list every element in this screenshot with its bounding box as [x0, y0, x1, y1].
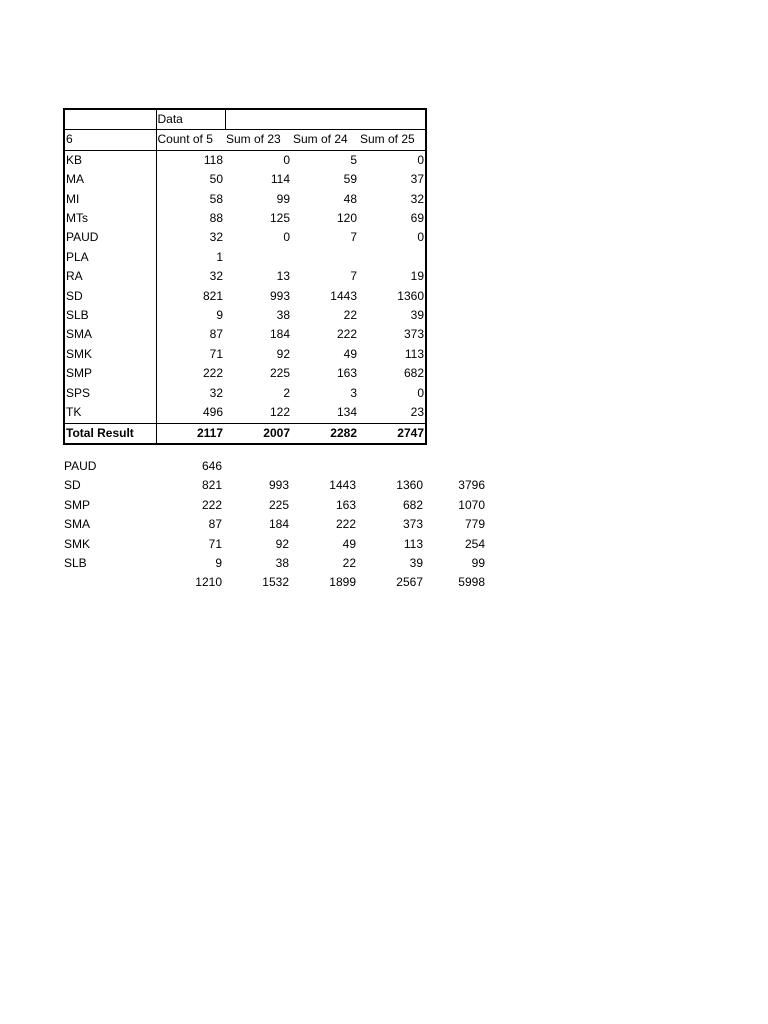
summary-value-cell[interactable]: 184: [268, 517, 289, 532]
value-cell[interactable]: 113: [359, 345, 426, 364]
row-label-cell[interactable]: MA: [64, 170, 156, 189]
value-cell[interactable]: 19: [359, 267, 426, 286]
summary-row: [63, 476, 487, 495]
value-cell[interactable]: 32: [209, 230, 223, 245]
summary-value-cell[interactable]: 38: [275, 556, 289, 571]
summary-value-cell[interactable]: 646: [201, 459, 222, 473]
summary-value-cell[interactable]: 99: [471, 556, 485, 571]
table-row: [64, 209, 426, 228]
value-cell[interactable]: 32: [209, 385, 223, 400]
table-row: [64, 325, 426, 344]
summary-value-cell[interactable]: [425, 457, 487, 476]
value-cell[interactable]: [292, 248, 359, 267]
table-row: [64, 364, 426, 383]
row-label-cell[interactable]: PLA: [64, 248, 156, 267]
summary-label-cell[interactable]: SLB: [64, 556, 87, 571]
value-cell[interactable]: 1360: [359, 287, 426, 306]
summary-row: [63, 535, 487, 554]
column-header[interactable]: Sum of 23: [225, 130, 292, 150]
summary-value-cell[interactable]: 113: [403, 536, 423, 551]
summary-label-cell[interactable]: SMA: [64, 517, 91, 532]
row-label-cell[interactable]: SMK: [64, 345, 156, 364]
value-cell[interactable]: 125: [269, 211, 290, 226]
summary-value-cell[interactable]: 1360: [396, 478, 423, 493]
value-cell[interactable]: 48: [343, 191, 357, 206]
value-cell[interactable]: 821: [202, 288, 223, 303]
pivot-empty-cell[interactable]: [225, 109, 292, 130]
value-cell[interactable]: 163: [336, 366, 357, 381]
value-cell[interactable]: 0: [359, 384, 426, 403]
value-cell[interactable]: 50: [209, 172, 223, 187]
value-cell[interactable]: [359, 248, 426, 267]
value-cell[interactable]: 99: [276, 191, 290, 206]
summary-label-cell[interactable]: SMP: [64, 497, 91, 512]
summary-value-cell[interactable]: 71: [208, 536, 222, 551]
summary-value-cell[interactable]: 92: [275, 536, 289, 551]
table-row: [64, 228, 426, 247]
value-cell[interactable]: 88: [209, 211, 223, 226]
total-value-cell[interactable]: 2747: [359, 423, 426, 444]
value-cell[interactable]: 7: [350, 269, 357, 284]
value-cell[interactable]: 69: [359, 209, 426, 228]
value-cell[interactable]: 134: [336, 405, 357, 420]
summary-value-cell[interactable]: 39: [409, 556, 423, 571]
row-label-cell[interactable]: MTs: [64, 209, 156, 228]
row-label-cell[interactable]: SMP: [64, 364, 156, 383]
row-label-cell[interactable]: SPS: [64, 384, 156, 403]
summary-value-cell[interactable]: 1532: [262, 575, 289, 590]
summary-value-cell[interactable]: [291, 457, 358, 476]
summary-label-cell[interactable]: PAUD: [64, 459, 97, 473]
summary-value-cell[interactable]: 373: [402, 517, 423, 532]
summary-value-cell[interactable]: 1899: [329, 575, 356, 590]
summary-row: [63, 515, 487, 534]
value-cell[interactable]: 5: [350, 152, 357, 167]
value-cell[interactable]: 122: [269, 405, 290, 420]
value-cell[interactable]: 38: [276, 308, 290, 323]
total-value-cell[interactable]: 2282: [292, 423, 359, 444]
value-cell[interactable]: [225, 248, 292, 267]
value-cell[interactable]: 13: [276, 269, 290, 284]
summary-value-cell[interactable]: 87: [208, 517, 222, 532]
pivot-data-header[interactable]: Data: [156, 109, 225, 130]
summary-value-cell[interactable]: 2567: [396, 575, 423, 590]
value-cell[interactable]: 222: [202, 366, 223, 381]
value-cell[interactable]: 373: [359, 325, 426, 344]
value-cell[interactable]: 9: [216, 308, 223, 323]
value-cell[interactable]: 682: [359, 364, 426, 383]
summary-value-cell[interactable]: 163: [335, 497, 356, 512]
column-header[interactable]: Count of 5: [156, 130, 225, 150]
row-label-cell[interactable]: RA: [64, 267, 156, 286]
value-cell[interactable]: 22: [343, 308, 357, 323]
summary-value-cell[interactable]: 779: [464, 517, 485, 532]
value-cell[interactable]: 32: [359, 190, 426, 209]
table-row: [64, 267, 426, 286]
pivot-table: [63, 108, 427, 445]
pivot-empty-cell[interactable]: [359, 109, 426, 130]
summary-value-cell[interactable]: [224, 457, 291, 476]
value-cell[interactable]: 184: [269, 327, 290, 342]
row-label-cell[interactable]: SD: [64, 287, 156, 306]
total-value-cell[interactable]: 2117: [156, 423, 225, 444]
table-row: [64, 170, 426, 189]
summary-label-cell[interactable]: [63, 573, 155, 592]
value-cell[interactable]: 3: [350, 385, 357, 400]
summary-value-cell[interactable]: 3796: [458, 478, 485, 493]
value-cell[interactable]: 120: [336, 211, 357, 226]
table-row: [64, 345, 426, 364]
summary-value-cell[interactable]: 1210: [195, 575, 222, 590]
value-cell[interactable]: 1443: [330, 288, 357, 303]
value-cell[interactable]: 59: [343, 172, 357, 187]
value-cell[interactable]: 23: [359, 403, 426, 423]
row-label-cell[interactable]: SMA: [64, 325, 156, 344]
value-cell[interactable]: 496: [202, 405, 223, 420]
summary-value-cell[interactable]: 821: [201, 478, 222, 493]
row-label-cell[interactable]: TK: [64, 403, 156, 423]
summary-value-cell[interactable]: 9: [215, 556, 222, 571]
summary-value-cell[interactable]: 993: [268, 478, 289, 493]
summary-value-cell[interactable]: 1070: [458, 497, 485, 512]
summary-row: [63, 554, 487, 573]
value-cell[interactable]: 225: [269, 366, 290, 381]
table-row: [64, 306, 426, 325]
value-cell[interactable]: 993: [269, 288, 290, 303]
summary-label-cell[interactable]: SD: [64, 478, 81, 493]
table-row: [64, 287, 426, 306]
value-cell[interactable]: 71: [209, 346, 223, 361]
table-row: [64, 248, 426, 267]
pivot-row-field[interactable]: 6: [64, 130, 156, 150]
table-row: [64, 384, 426, 403]
value-cell[interactable]: 0: [283, 230, 290, 245]
summary-row: [63, 573, 487, 592]
summary-value-cell[interactable]: 5998: [458, 575, 485, 590]
value-cell[interactable]: 222: [336, 327, 357, 342]
total-value-cell[interactable]: 2007: [225, 423, 292, 444]
table-row: [64, 403, 426, 423]
row-label-cell[interactable]: KB: [64, 150, 156, 170]
value-cell[interactable]: 114: [270, 172, 290, 187]
summary-value-cell[interactable]: 682: [402, 497, 423, 512]
column-header[interactable]: Sum of 25: [359, 130, 426, 150]
summary-value-cell[interactable]: 49: [342, 536, 356, 551]
value-cell[interactable]: 58: [209, 191, 223, 206]
pivot-column-header-row: [64, 130, 426, 150]
pivot-corner-cell[interactable]: [64, 109, 156, 130]
summary-value-cell[interactable]: 22: [342, 556, 356, 571]
summary-value-cell[interactable]: 222: [201, 497, 222, 512]
summary-value-cell[interactable]: 225: [268, 497, 289, 512]
row-label-cell[interactable]: SLB: [64, 306, 156, 325]
pivot-empty-cell[interactable]: [292, 109, 359, 130]
value-cell[interactable]: 7: [350, 230, 357, 245]
value-cell[interactable]: 0: [359, 150, 426, 170]
summary-label-cell[interactable]: SMK: [64, 536, 91, 551]
row-label-cell[interactable]: MI: [64, 190, 156, 209]
table-row: [64, 190, 426, 209]
value-cell[interactable]: 0: [283, 152, 290, 167]
summary-value-cell[interactable]: 254: [464, 536, 485, 551]
row-label-cell[interactable]: PAUD: [64, 228, 156, 247]
value-cell[interactable]: 2: [283, 385, 290, 400]
value-cell[interactable]: 118: [203, 152, 223, 167]
value-cell[interactable]: 92: [276, 346, 290, 361]
column-header[interactable]: Sum of 24: [292, 130, 359, 150]
value-cell[interactable]: 37: [359, 170, 426, 189]
summary-value-cell[interactable]: 222: [335, 517, 356, 532]
value-cell[interactable]: 1: [216, 249, 223, 264]
value-cell[interactable]: 0: [359, 228, 426, 247]
value-cell[interactable]: 32: [209, 269, 223, 284]
total-row: [64, 423, 426, 444]
summary-row: [63, 457, 487, 476]
value-cell[interactable]: 87: [209, 327, 223, 342]
table-row: [64, 150, 426, 170]
value-cell[interactable]: 39: [359, 306, 426, 325]
summary-row: [63, 496, 487, 515]
total-label-cell[interactable]: Total Result: [64, 423, 156, 444]
summary-value-cell[interactable]: [358, 457, 425, 476]
summary-value-cell[interactable]: 1443: [329, 478, 356, 493]
summary-table: [63, 457, 487, 593]
pivot-data-header-row: [64, 109, 426, 130]
value-cell[interactable]: 49: [343, 346, 357, 361]
